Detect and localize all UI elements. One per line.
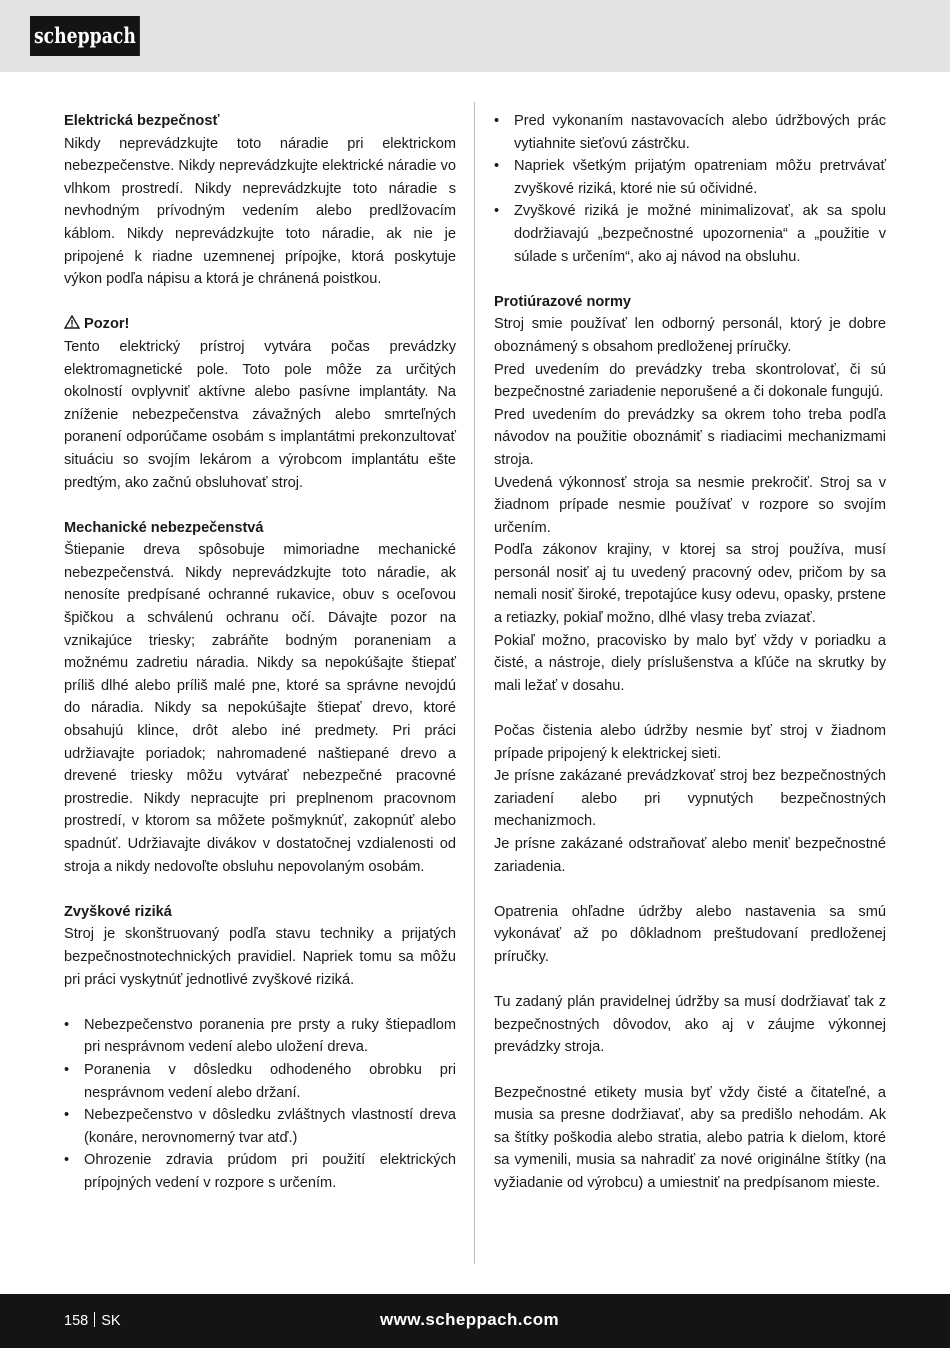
footer-separator: [94, 1312, 95, 1327]
warning-icon: [64, 315, 80, 329]
cleaning-paragraph: Počas čistenia alebo údržby nesmie byť stroj v žiadnom prípade pripojený k elektrickej sieti.: [494, 723, 886, 762]
cleaning-paragraph: Je prísne zakázané odstraňovať alebo meniť bezpečnostné zariadenia.: [494, 836, 886, 875]
page-number-block: [64, 1310, 121, 1332]
accident-paragraph: Podľa zákonov krajiny, v ktorej sa stroj používa, musí personál nosiť aj tu uvedený pracovný odev, pričom by sa nemali nosiť široké, trepotajúce kusy odevu, opasky, prstene a retiazky, pokiaľ možno, dlhé vlasy treba zviazať.: [494, 542, 886, 627]
mechanical-hazards-text: Štiepanie dreva spôsobuje mimoriadne mechanické nebezpečenstvá. Nikdy neprevádzkujte toto náradie, ak nenosíte predpísané ochranné rukavice, obuv s oceľovou špičkou a schválenú ochranu očí. Dávajte pozor na vznikajúce triesky; zabráňte bodným poraneniam a možnému zadretiu náradia. Nikdy sa nepokúšajte štiepať príliš dlhé alebo príliš malé pne, ktoré sa správne nevojdú do náradia. Nikdy sa nepokúšajte štiepať drevo, ktoré obsahujú klince, drôt alebo iné predmety. Pri práci udržiavajte poriadok; nahromadené naštiepané drevo a drevené triesky môžu vytvárať nebezpečné pracovné prostredie. Nikdy nepracujte pri preplnenom pracovnom prostredí, v ktorom sa môžete pošmyknúť, zakopnúť alebo spadnúť. Udržiavajte divákov v dostatočnej vzdialenosti od stroja a nikdy nedovoľte obsluhu nepovolaným osobám.: [64, 542, 456, 875]
electric-safety-text: Nikdy neprevádzkujte toto náradie pri elektrickom nebezpečenstve. Nikdy neprevádzkujte elektrické náradie vo vlhkom prostredí. Nikdy neprevádzkujte toto náradie s nevhodným prívodným vedením alebo predlžovacím káblom. Nikdy neprevádzkujte toto náradie, ak nie je pripojené k riadne uzemnenej prípojke, ktorá poskytuje výkon podľa nápisu a ktorá je chránená poistkou.: [64, 135, 456, 288]
scheppach-logo: scheppach: [30, 16, 140, 56]
accident-paragraph: Pokiaľ možno, pracovisko by malo byť vždy v poriadku a čisté, a nástroje, diely príslušenstva a kľúče na skrutky by mali ležať v dosahu.: [494, 632, 886, 694]
residual-risks-text: Stroj je skonštruovaný podľa stavu techniky a prijatých bezpečnostnotechnických pravidiel. Napriek tomu sa môžu pri práci vyskytnúť jednotlivé zvyškové riziká.: [64, 926, 456, 988]
list-item: • Poranenia v dôsledku odhodeného obrobku pri nesprávnom vedení alebo držaní.: [64, 1059, 456, 1104]
accident-paragraph: Stroj smie používať len odborný personál, ktorý je dobre oboznámený s obsahom predloženej príručky.: [494, 316, 886, 355]
mechanical-hazards-heading: Mechanické nebezpečenstvá: [64, 519, 264, 536]
page-number: 158: [64, 1313, 89, 1329]
warning-heading-label: Pozor!: [84, 316, 130, 333]
list-item: • Pred vykonaním nastavovacích alebo údržbových prác vytiahnite sieťovú zástrčku.: [494, 110, 886, 155]
column-divider: [474, 102, 475, 1264]
cleaning-paragraph: Je prísne zakázané prevádzkovať stroj bez bezpečnostných zariadení alebo pri vypnutých bezpečnostných mechanizmoch.: [494, 768, 886, 830]
warning-heading: [64, 313, 456, 336]
maintenance-plan-text: Tu zadaný plán pravidelnej údržby sa musí dodržiavať tak z bezpečnostných dôvodov, ako aj v záujme výkonnej prevádzky stroja.: [494, 994, 886, 1056]
residual-risks-heading: Zvyškové riziká: [64, 903, 172, 920]
residual-risks-list-continued: [494, 110, 886, 268]
accident-paragraph: Pred uvedením do prevádzky sa okrem toho treba podľa návodov na použitie oboznámiť s riadiacimi mechanizmami stroja.: [494, 406, 886, 468]
residual-risks-list: [64, 1014, 456, 1195]
website-link[interactable]: www.scheppach.com: [380, 1310, 560, 1329]
list-item: • Napriek všetkým prijatým opatreniam môžu pretrvávať zvyškové riziká, ktoré nie sú očividné.: [494, 155, 886, 200]
list-item: • Ohrozenie zdravia prúdom pri použití elektrických prípojných vedení v rozpore s určením.: [64, 1149, 456, 1194]
accident-paragraph: Uvedená výkonnosť stroja sa nesmie prekročiť. Stroj sa v žiadnom prípade nesmie používať v rozpore so svojím určením.: [494, 474, 886, 536]
list-item: • Zvyškové riziká je možné minimalizovať, ak sa spolu dodržiavajú „bezpečnostné upozornenia“ a „použitie v súlade s určením“, ako aj návod na obsluhu.: [494, 200, 886, 268]
right-column: [494, 110, 886, 1195]
accident-prevention-heading: Protiúrazové normy: [494, 293, 632, 310]
safety-labels-text: Bezpečnostné etikety musia byť vždy čisté a čitateľné, a musia sa presne dodržiavať, aby sa predišlo nehodám. Ak sa štítky poškodia alebo stratia, alebo patria k dielom, ktoré sa vymenili, musia sa nahradiť za nové originálne štítky (na vyžiadanie od výrobcu) a umiestniť na predpísanom mieste.: [494, 1084, 886, 1191]
left-column: [64, 110, 456, 1195]
page-header: [0, 0, 950, 72]
electric-safety-heading: Elektrická bezpečnosť: [64, 113, 220, 129]
list-item: • Nebezpečenstvo poranenia pre prsty a ruky štiepadlom pri nesprávnom vedení alebo uložení dreva.: [64, 1014, 456, 1059]
maintenance-text: Opatrenia ohľadne údržby alebo nastavenia sa smú vykonávať až po dôkladnom preštudovaní predloženej príručky.: [494, 903, 886, 965]
warning-text: Tento elektrický prístroj vytvára počas prevádzky elektromagnetické pole. Toto pole môže za určitých okolností ovplyvniť aktívne alebo pasívne implantáty. Na zníženie nebezpečenstva závažných alebo smrteľných poranení odporúčame osobám s implantátmi prekonzultovať situáciu so svojím lekárom a výrobcom implantátu ešte predtým, ako začnú obsluhovať stroj.: [64, 338, 456, 491]
language-code: SK: [101, 1313, 121, 1329]
page-footer: [0, 1294, 950, 1348]
accident-paragraph: Pred uvedením do prevádzky treba skontrolovať, či sú bezpečnostné zariadenie neporušené a či dokonale fungujú.: [494, 361, 886, 401]
list-item: • Nebezpečenstvo v dôsledku zvláštnych vlastností dreva (konáre, nerovnomerný tvar atď.): [64, 1104, 456, 1149]
